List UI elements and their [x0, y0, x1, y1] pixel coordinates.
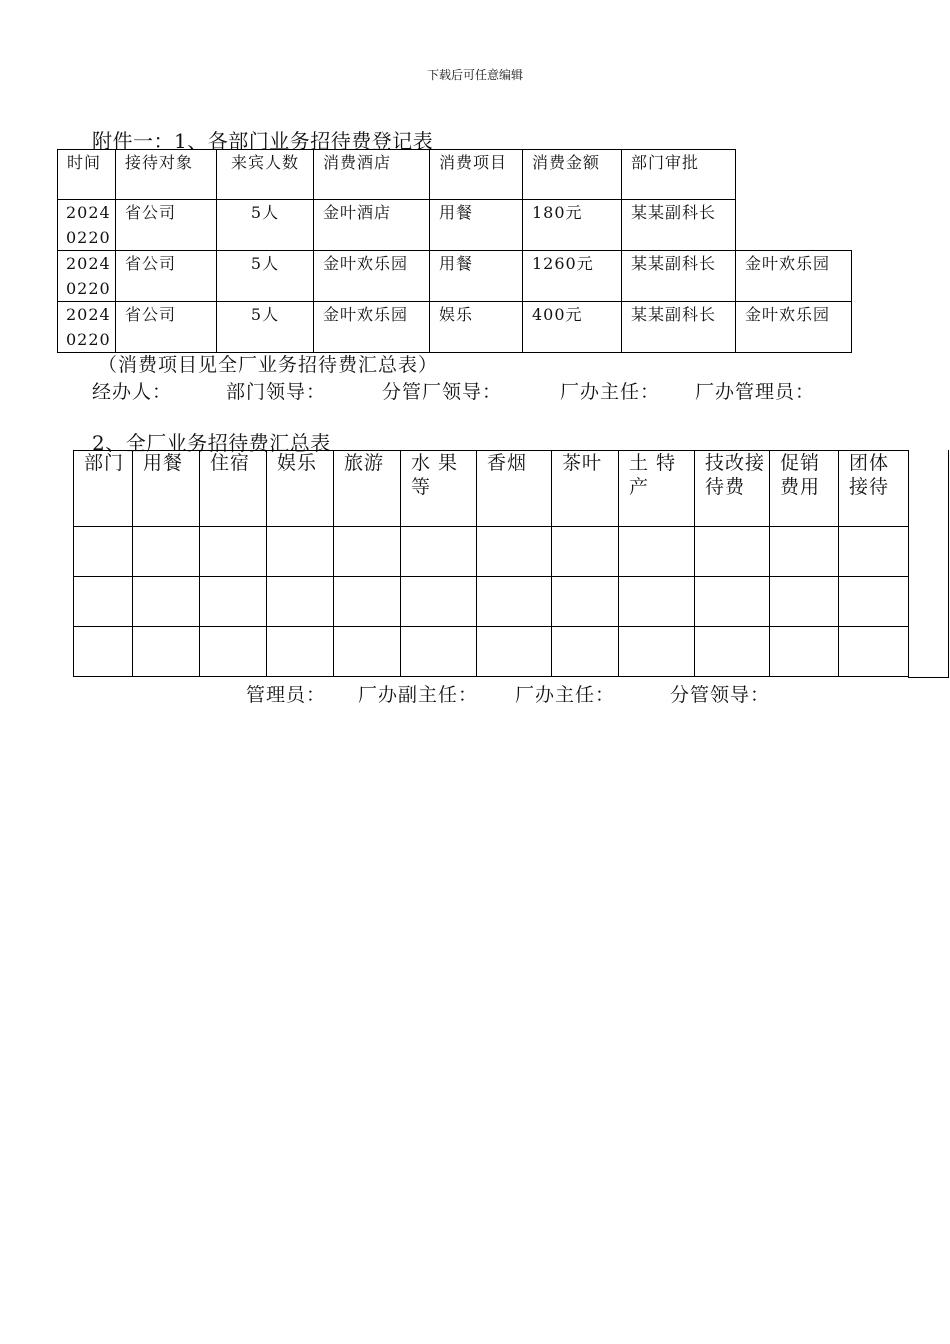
- col-header: 香烟: [477, 451, 552, 527]
- empty-cell: [770, 627, 839, 677]
- item-cell: 用餐: [430, 251, 523, 302]
- empty-cell: [477, 527, 552, 577]
- col-header: 接待对象: [116, 150, 217, 200]
- extra-cell: 金叶欢乐园: [736, 251, 852, 302]
- header-note: 下载后可任意编辑: [426, 68, 523, 82]
- section1-title: 附件一：1、各部门业务招待费登记表: [92, 129, 434, 153]
- empty-cell: [619, 577, 695, 627]
- empty-cell: [74, 627, 133, 677]
- table-row: [58, 302, 852, 353]
- col-header: 娱乐: [267, 451, 334, 527]
- count-cell: 5人: [217, 200, 314, 251]
- empty-cell: [477, 577, 552, 627]
- empty-cell: [839, 577, 909, 627]
- empty-cell: [200, 577, 267, 627]
- empty-cell: [552, 527, 619, 577]
- empty-cell: [736, 150, 852, 200]
- col-header: 消费金额: [523, 150, 622, 200]
- empty-cell: [695, 627, 770, 677]
- empty-cell: [839, 627, 909, 677]
- table-header-row: [74, 451, 909, 527]
- amount-cell: 400元: [523, 302, 622, 353]
- col-header: 住宿: [200, 451, 267, 527]
- table-row: [74, 627, 909, 677]
- signature-leader: 分管领导：: [670, 684, 771, 706]
- signature-deputy-director: 厂办副主任：: [358, 684, 479, 706]
- amount-cell: 1260元: [523, 251, 622, 302]
- signature-factory-leader: 分管厂领导：: [382, 381, 503, 403]
- empty-cell: [401, 527, 477, 577]
- signature-dept-leader: 部门领导：: [226, 381, 327, 403]
- empty-cell: [401, 627, 477, 677]
- empty-cell: [334, 527, 401, 577]
- col-header: 部门: [74, 451, 133, 527]
- col-header: 时间: [58, 150, 116, 200]
- hotel-cell: 金叶欢乐园: [314, 302, 430, 353]
- empty-cell: [552, 577, 619, 627]
- guest-cell: 省公司: [116, 302, 217, 353]
- time-cell: 20240220: [58, 251, 116, 302]
- item-cell: 用餐: [430, 200, 523, 251]
- empty-cell: [74, 577, 133, 627]
- col-header: 来宾人数: [217, 150, 314, 200]
- empty-cell: [552, 627, 619, 677]
- empty-cell: [334, 627, 401, 677]
- empty-cell: [619, 627, 695, 677]
- empty-cell: [736, 200, 852, 251]
- col-header: 旅游: [334, 451, 401, 527]
- empty-cell: [200, 627, 267, 677]
- section2-title: 2、全厂业务招待费汇总表: [92, 431, 331, 455]
- count-cell: 5人: [217, 302, 314, 353]
- empty-cell: [401, 577, 477, 627]
- signature-director: 厂办主任：: [515, 684, 616, 706]
- empty-cell: [267, 627, 334, 677]
- col-header: 茶叶: [552, 451, 619, 527]
- table-row: [58, 200, 852, 251]
- approval-cell: 某某副科长: [622, 251, 736, 302]
- empty-cell: [133, 577, 200, 627]
- empty-cell: [267, 577, 334, 627]
- amount-cell: 180元: [523, 200, 622, 251]
- empty-cell: [267, 527, 334, 577]
- empty-cell: [74, 527, 133, 577]
- empty-cell: [770, 527, 839, 577]
- empty-cell: [619, 527, 695, 577]
- extra-cell: 金叶欢乐园: [736, 302, 852, 353]
- col-header: 用餐: [133, 451, 200, 527]
- section1-note: （消费项目见全厂业务招待费汇总表）: [98, 354, 439, 376]
- signature-office-admin: 厂办管理员：: [695, 381, 816, 403]
- time-cell: 20240220: [58, 302, 116, 353]
- col-header: 促销费用: [770, 451, 839, 527]
- summary-table: [73, 450, 909, 677]
- col-header: 土 特产: [619, 451, 695, 527]
- empty-cell: [695, 527, 770, 577]
- hotel-cell: 金叶欢乐园: [314, 251, 430, 302]
- table-header-row: [58, 150, 852, 200]
- col-header: 水 果等: [401, 451, 477, 527]
- signature-office-director: 厂办主任：: [560, 381, 661, 403]
- col-header: 消费项目: [430, 150, 523, 200]
- empty-cell: [133, 627, 200, 677]
- guest-cell: 省公司: [116, 200, 217, 251]
- time-cell: 20240220: [58, 200, 116, 251]
- empty-cell: [477, 627, 552, 677]
- table-row: [58, 251, 852, 302]
- col-header: 部门审批: [622, 150, 736, 200]
- empty-cell: [770, 577, 839, 627]
- approval-cell: 某某副科长: [622, 200, 736, 251]
- table-row: [74, 527, 909, 577]
- table-row: [74, 577, 909, 627]
- table-edge-line: [948, 450, 949, 678]
- col-header: 消费酒店: [314, 150, 430, 200]
- empty-cell: [334, 577, 401, 627]
- hotel-cell: 金叶酒店: [314, 200, 430, 251]
- signature-admin: 管理员：: [246, 684, 327, 706]
- empty-cell: [695, 577, 770, 627]
- col-header: 技改接 待费: [695, 451, 770, 527]
- signature-handler: 经办人：: [92, 381, 173, 403]
- table-edge-line: [908, 677, 949, 678]
- empty-cell: [133, 527, 200, 577]
- count-cell: 5人: [217, 251, 314, 302]
- registration-table: [57, 149, 852, 353]
- item-cell: 娱乐: [430, 302, 523, 353]
- guest-cell: 省公司: [116, 251, 217, 302]
- col-header: 团体接待: [839, 451, 909, 527]
- empty-cell: [839, 527, 909, 577]
- approval-cell: 某某副科长: [622, 302, 736, 353]
- empty-cell: [200, 527, 267, 577]
